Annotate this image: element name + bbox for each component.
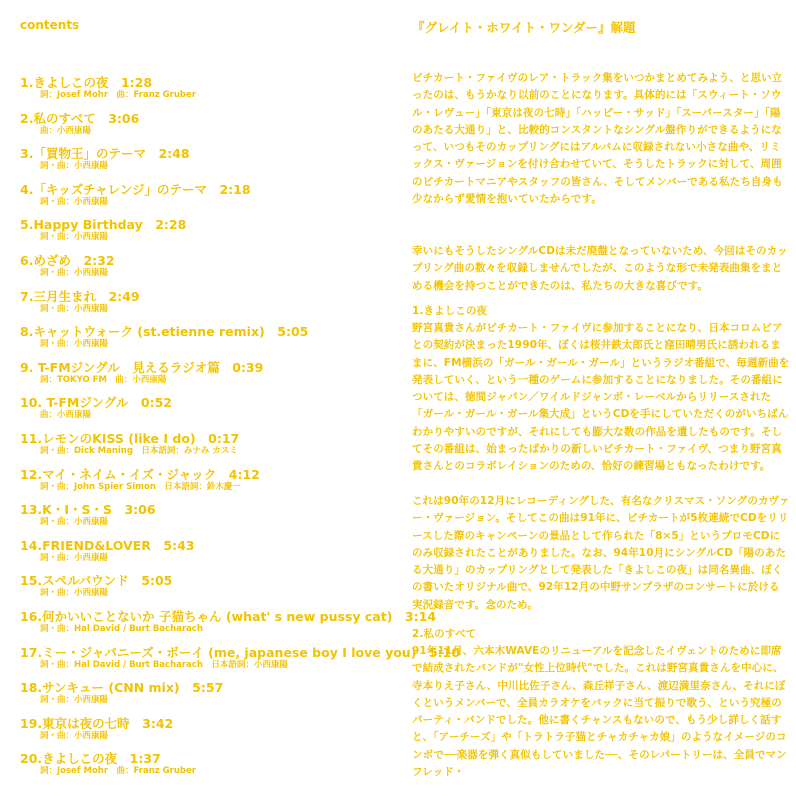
track-item <box>20 395 172 421</box>
track-item <box>20 467 260 493</box>
track-item <box>20 182 251 208</box>
track-title: 19.東京は夜の七時 3:42 <box>20 715 174 731</box>
track-credit: 詞・曲：John Spier Simon 日本語詞：鈴木慶一 <box>40 481 241 492</box>
track-item <box>20 538 194 564</box>
track-credit: 詞・曲：小西康陽 <box>40 730 109 741</box>
track-item <box>20 680 223 706</box>
track-title: 13.K・I・S・S 3:06 <box>20 502 156 518</box>
track-credit: 詞：Josef Mohr 曲：Franz Gruber <box>40 766 196 777</box>
track-credit: 曲：小西康陽 <box>40 125 92 136</box>
track-title: 11.レモンのKISS (like I do) 0:17 <box>20 431 240 446</box>
track-item <box>20 360 263 386</box>
section-1-body: 野宮真貴さんがピチカート・ファイヴに参加することになり、日本コロムビアとの契約が決まった1990年、ぼくは桜井鉄太郎氏と窪田晴男氏に誘われるままに、FM横浜の「ガール・ガール・ガール」というラジオ番組で、毎週新曲を発表していく、という一種のゲームに参加することになりました。その番組については、徳間ジャパン／ワイルドジャンボ・レーベルからリリースされた「ガール・ガール・ガール集大成」というCDを手にしていただくのがいちばんわかりやすいのですが、それにしても膨大な数の作品を遺したものです。そしてその番組は、始まったばかりの新しいピチカート・ファイヴ、つまり野宮真貴さんとのコラボレイションのための、恰好の練習場ともなったわけです。 <box>412 322 790 473</box>
track-title: 10. T-FMジングル 0:52 <box>20 395 173 411</box>
track-title: 18.サンキュー (CNN mix) 5:57 <box>20 680 224 696</box>
track-title: 2.私のすべて 3:06 <box>20 110 140 126</box>
track-item <box>20 324 308 350</box>
track-credit: 詞・曲：小西康陽 <box>40 161 109 172</box>
track-title: 7.三月生まれ 2:49 <box>20 288 140 304</box>
track-title: 17.ミー・ジャパニーズ・ボーイ (me, japanese boy I love you) 5:10 <box>20 644 461 660</box>
track-credit: 詞・曲：Hal David / Burt Bacharach 日本語詞：小西康陽 <box>40 659 288 670</box>
track-item <box>20 146 190 172</box>
track-item <box>20 253 115 279</box>
track-credit: 詞・曲：小西康陽 <box>40 588 109 599</box>
track-credit: 詞・曲：小西康陽 <box>40 232 109 243</box>
track-item <box>20 217 186 243</box>
track-title: 16.何かいいことないか 子猫ちゃん (what' s new pussy cat) 3:14 <box>20 609 437 624</box>
commentary-heading: 『グレイト・ホワイト・ワンダー』解題 <box>412 20 636 35</box>
track-title: 1.きよしこの夜 1:28 <box>20 75 153 90</box>
track-item <box>20 111 139 137</box>
track-credit: 詞・曲：Dick Maning 日本語詞：みナみ カスミ <box>40 446 238 456</box>
track-item <box>20 431 239 457</box>
track-title: 14.FRIEND&LOVER 5:43 <box>20 537 195 553</box>
track-credit: 詞・曲：小西康陽 <box>40 339 109 350</box>
track-credit: 詞・曲：Hal David / Burt Bacharach <box>40 624 203 634</box>
section-2-body: 91年11月、六本木WAVEのリニューアルを記念したイヴェントのために即席で結成されたバンドが"女性上位時代"でした。これは野宮真貴さんを中心に、寺本りえ子さん、中川比佐子さん、森丘祥子さん、渡辺満里奈さん、それにぼくというメンバーで、全員カラオケをバックに当て振りで歌う、という究極のパーティ・バンドでした。他に書くチャンスもないので、もう少し詳しく話すと、「アーチーズ」や「トラトラ子猫とチャカチャカ娘」のようなイメージのコンボで──楽器を弾く真似もしていました──、そのレパートリーは、全員でマンフレッド・ <box>412 645 787 779</box>
section-1-body-2: これは90年の12月にレコーディングした、有名なクリスマス・ソングのカヴァー・ヴァージョン。そしてこの曲は91年に、ピチカートが5枚連続でCDをリリースした際のキャンペーンの景品として作られた「8×5」というプロモCDにのみ収録されたことがありました。なお、94年10月にシングルCD「陽のあたる大通り」のカップリングとして発表した「きよしこの夜」は同名異曲、ぼくの書いたオリジナル曲で、92年12月の中野サンプラザのコンサートに於ける実況録音です。念のため。 <box>412 495 790 611</box>
intro-paragraph: ピチカート・ファイヴのレア・トラック集をいつかまとめてみよう、と思い立ったのは、もうかなり以前のことになります。具体的には「スウィート・ソウル・レヴュー」「東京は夜の七時」「ハッピー・サッド」「スーパースター」「陽のあたる大通り」と、比較的コンスタントなシングル盤作りができるようになって、いつもそのカップリングにはアルバムに収録されない小さな曲や、リミックス・ヴァージョンを付け合わせていて、そうしたトラックに対して、周囲のピチカートマニアやスタッフの皆さん、そしてメンバーである私たち自身も少なからず愛情を抱いていたからです。 <box>412 72 783 206</box>
intro-paragraph-2: 幸いにもそうしたシングルCDは未だ廃盤となっていないため、今回はそのカップリング曲の数々を収録しませんでしたが、このような形で未発表曲集をまとめる機会を持つことができたのは、私たちの大きな喜びです。 <box>412 245 788 292</box>
track-credit: 詞・曲：小西康陽 <box>40 517 109 528</box>
track-item <box>20 573 172 599</box>
track-credit: 詞：Josef Mohr 曲：Franz Gruber <box>40 90 196 100</box>
section-1-title: 1.きよしこの夜 <box>412 305 488 317</box>
track-credit: 詞・曲：小西康陽 <box>40 303 109 314</box>
track-credit: 詞・曲：小西康陽 <box>40 196 109 207</box>
track-title: 6.めざめ 2:32 <box>20 253 115 268</box>
track-credit: 詞・曲：小西康陽 <box>40 552 109 563</box>
track-title: 9. T-FMジングル 見えるラジオ篇 0:39 <box>20 359 264 375</box>
section-2-title: 2.私のすべて <box>412 628 477 640</box>
track-item <box>20 75 196 101</box>
track-title: 20.きよしこの夜 1:37 <box>20 751 161 767</box>
track-item <box>20 289 140 315</box>
track-credit: 詞・曲：小西康陽 <box>40 695 109 706</box>
track-item <box>20 645 460 671</box>
track-title: 8.キャットウォーク (st.etienne remix) 5:05 <box>20 324 309 340</box>
track-title: 12.マイ・ネイム・イズ・ジャック 4:12 <box>20 466 260 482</box>
track-item <box>20 609 436 635</box>
contents-label: contents <box>20 18 80 32</box>
track-credit: 曲：小西康陽 <box>40 410 92 421</box>
track-item <box>20 751 196 777</box>
track-item <box>20 502 156 528</box>
track-item <box>20 716 173 742</box>
track-title: 5.Happy Birthday 2:28 <box>20 217 187 233</box>
track-title: 3.「買物王」のテーマ 2:48 <box>20 146 190 162</box>
track-title: 4.「キッズチャレンジ」のテーマ 2:18 <box>20 181 251 197</box>
track-title: 15.スペルバウンド 5:05 <box>20 573 173 589</box>
track-credit: 詞・曲：小西康陽 <box>40 268 109 278</box>
track-credit: 詞：TOKYO FM 曲：小西康陽 <box>40 374 167 385</box>
